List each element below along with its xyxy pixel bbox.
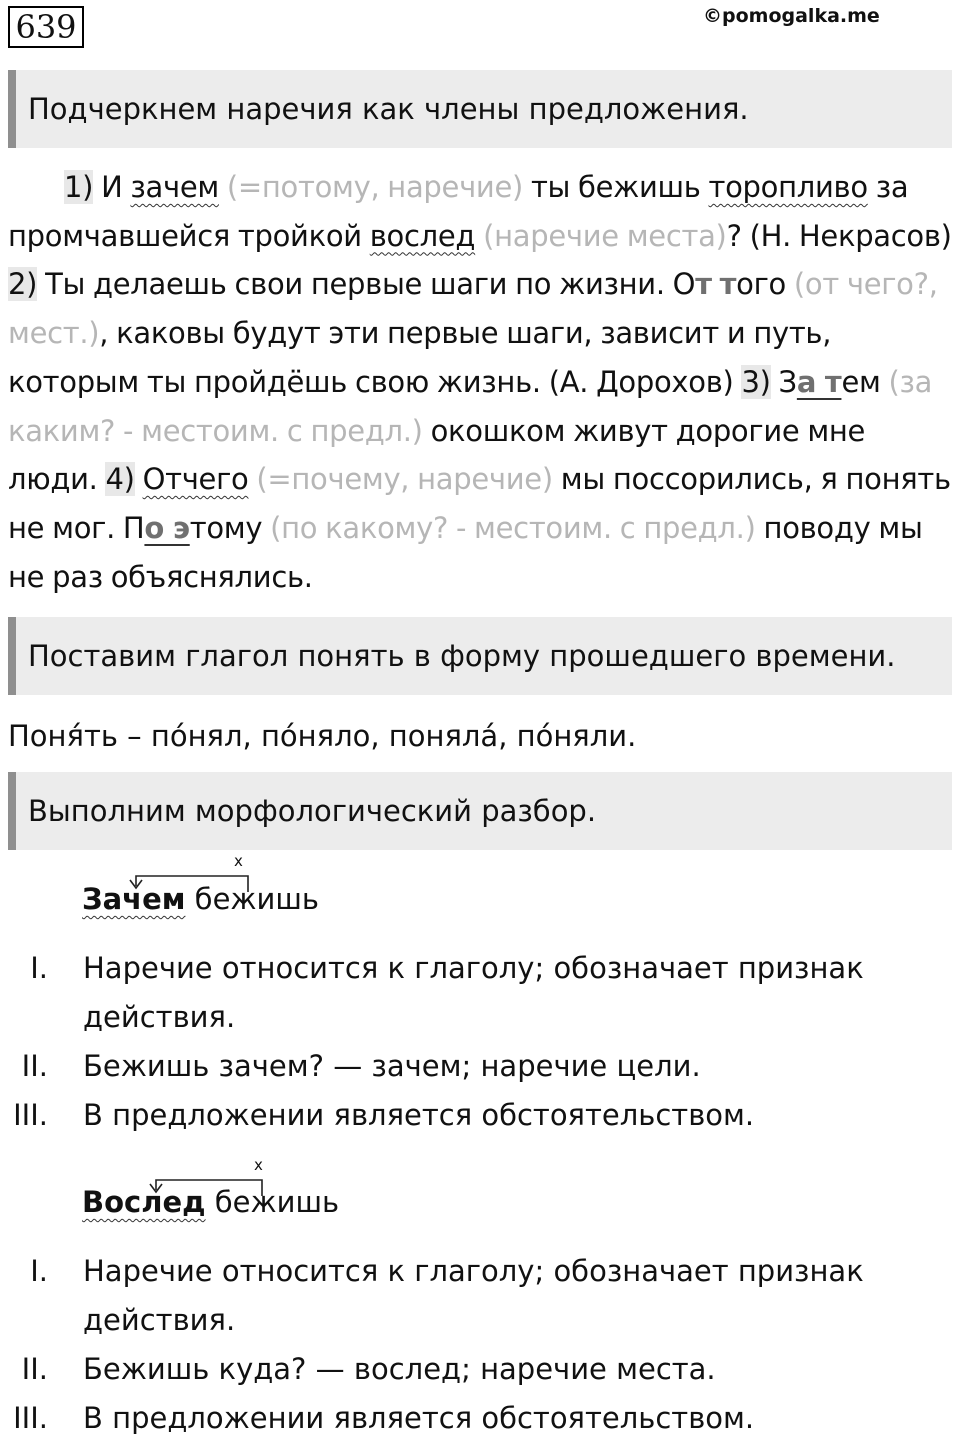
section-heading-morphology: Выполним морфологический разбор.	[8, 772, 952, 850]
roman-numeral: III.	[13, 1098, 48, 1132]
text-fragment: тому	[189, 510, 263, 545]
highlighted-letter: т	[695, 267, 712, 302]
head-word-mark: x	[234, 852, 243, 870]
text-fragment: Ты делаешь свои первые шаги по жизни. О	[37, 267, 696, 302]
text-fragment: мы поссорились, я понять не мог. П	[8, 462, 951, 545]
grammar-note: (=почему, наречие)	[248, 462, 553, 497]
text-fragment: за промчавшейся тройкой	[8, 170, 909, 253]
grammar-note: (=потому, наречие)	[218, 170, 524, 204]
phrase-adverb: Вослед	[82, 1185, 206, 1219]
phrase-zachem-bezhish	[82, 882, 319, 916]
analysis-item	[0, 1091, 950, 1140]
sentence-number: 4)	[105, 462, 135, 497]
phrase-verb: бежишь	[185, 882, 320, 916]
phrase-verb: бежишь	[205, 1185, 340, 1219]
analysis-text: Бежишь зачем? — зачем; наречие цели.	[83, 1049, 701, 1083]
analysis-item	[0, 1042, 950, 1091]
sentence-number: 3)	[741, 364, 771, 399]
grammar-note: (по какому? - местоим. с предл.)	[262, 510, 756, 545]
roman-numeral: II.	[21, 1352, 48, 1386]
analysis-item	[0, 1247, 950, 1345]
highlighted-letters: а т	[796, 364, 842, 399]
highlighted-letter: т	[719, 267, 737, 302]
adverb-otchego: Отчего	[142, 462, 249, 497]
text-fragment: И	[93, 170, 131, 204]
text-fragment: , каковы будут эти первые шаги, зависит и путь, которым ты пройдёшь свою жизнь. (А. Дорохов)	[8, 316, 832, 399]
roman-numeral: II.	[21, 1049, 48, 1083]
analysis-text: Наречие относится к глаголу; обозначает признак действия.	[83, 951, 864, 1034]
analysis-text: В предложении является обстоятельством.	[83, 1098, 755, 1132]
adverb-zachem: зачем	[130, 170, 219, 204]
exercise-text	[8, 163, 953, 601]
verb-forms: Поня́ть – по́нял, по́няло, поняла́, по́няли.	[8, 719, 637, 753]
phrase-vosled-bezhish	[82, 1185, 339, 1219]
head-word-mark: x	[254, 1156, 263, 1174]
analysis-item	[0, 1394, 950, 1443]
text-fragment: окошком живут дорогие мне люди.	[8, 413, 866, 497]
text-fragment: ем	[841, 364, 881, 399]
text-fragment: ты бежишь	[523, 170, 709, 204]
analysis-item	[0, 944, 950, 1042]
roman-numeral: III.	[13, 1401, 48, 1435]
roman-numeral: I.	[30, 951, 48, 985]
grammar-note: (наречие места)	[475, 218, 727, 253]
grammar-note: (от чего?, мест.)	[8, 267, 938, 351]
adverb-toroplivo: торопливо	[708, 170, 868, 204]
analysis-item	[0, 1345, 950, 1394]
section-heading-adverbs: Подчеркнем наречия как члены предложения.	[8, 70, 952, 148]
analysis-text: Наречие относится к глаголу; обозначает признак действия.	[83, 1254, 864, 1337]
text-fragment: ого	[736, 267, 786, 302]
site-watermark: ©pomogalka.me	[703, 5, 880, 27]
grammar-note: (за каким? - местоим. с предл.)	[8, 364, 933, 448]
text-fragment: ? (Н. Некрасов)	[726, 218, 952, 253]
sentence-number: 1)	[64, 170, 94, 204]
text-fragment	[135, 462, 143, 496]
analysis-text: Бежишь куда? — вослед; наречие места.	[83, 1352, 716, 1386]
section-heading-verb: Поставим глагол понять в форму прошедшего времени.	[8, 617, 952, 695]
analysis-list-vosled	[0, 1247, 950, 1443]
adverb-vosled: вослед	[369, 218, 476, 253]
analysis-text: В предложении является обстоятельством.	[83, 1401, 755, 1435]
text-fragment: поводу мы не раз объяснялись.	[8, 510, 923, 594]
sentence-number: 2)	[8, 267, 38, 302]
phrase-adverb: Зачем	[82, 882, 186, 916]
exercise-number: 639	[8, 6, 84, 48]
highlighted-letters: о э	[144, 510, 190, 545]
roman-numeral: I.	[30, 1254, 48, 1288]
analysis-list-zachem	[0, 944, 950, 1140]
text-fragment: З	[770, 364, 797, 399]
